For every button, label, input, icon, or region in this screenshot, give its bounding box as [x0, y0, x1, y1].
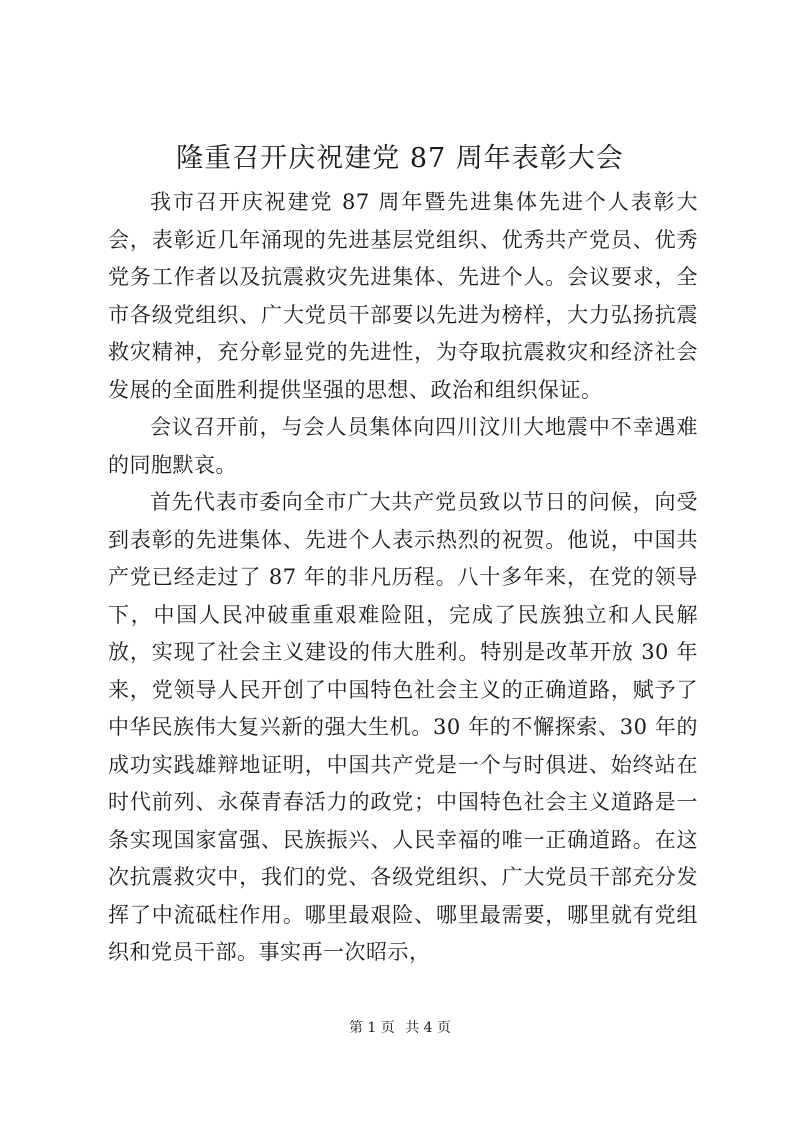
page-number: 第 1 页: [348, 1020, 395, 1036]
page-total: 共 4 页: [405, 1020, 452, 1036]
document-body: [108, 184, 698, 972]
paragraph-3: 首先代表市委向全市广大共产党员致以节日的问候，向受到表彰的先进集体、先进个人表示热烈的祝贺。他说，中国共产党已经走过了 87 年的非凡历程。八十多年来，在党的领导下，中国人民冲破重重艰难险阻，完成了民族独立和人民解放，实现了社会主义建设的伟大胜利。特别是改革开放 30 年来，党领导人民开创了中国特色社会主义的正确道路，赋予了中华民族伟大复兴新的强大生机。30 年的不懈探索、30 年的成功实践雄辩地证明，中国共产党是一个与时俱进、始终站在时代前列、永葆青春活力的政党；中国特色社会主义道路是一条实现国家富强、民族振兴、人民幸福的唯一正确道路。在这次抗震救灾中，我们的党、各级党组织、广大党员干部充分发挥了中流砥柱作用。哪里最艰险、哪里最需要，哪里就有党组织和党员干部。事实再一次昭示，: [108, 490, 698, 964]
paragraph-2: 会议召开前，与会人员集体向四川汶川大地震中不幸遇难的同胞默哀。: [108, 415, 698, 477]
page-title: 隆重召开庆祝建党 87 周年表彰大会: [176, 143, 624, 174]
paragraph-1: 我市召开庆祝建党 87 周年暨先进集体先进个人表彰大会，表彰近几年涌现的先进基层党组织、优秀共产党员、优秀党务工作者以及抗震救灾先进集体、先进个人。会议要求，全市各级党组织、广大党员干部要以先进为榜样，大力弘扬抗震救灾精神，充分彰显党的先进性，为夺取抗震救灾和经济社会发展的全面胜利提供坚强的思想、政治和组织保证。: [108, 190, 698, 402]
page-footer: [0, 1018, 800, 1038]
